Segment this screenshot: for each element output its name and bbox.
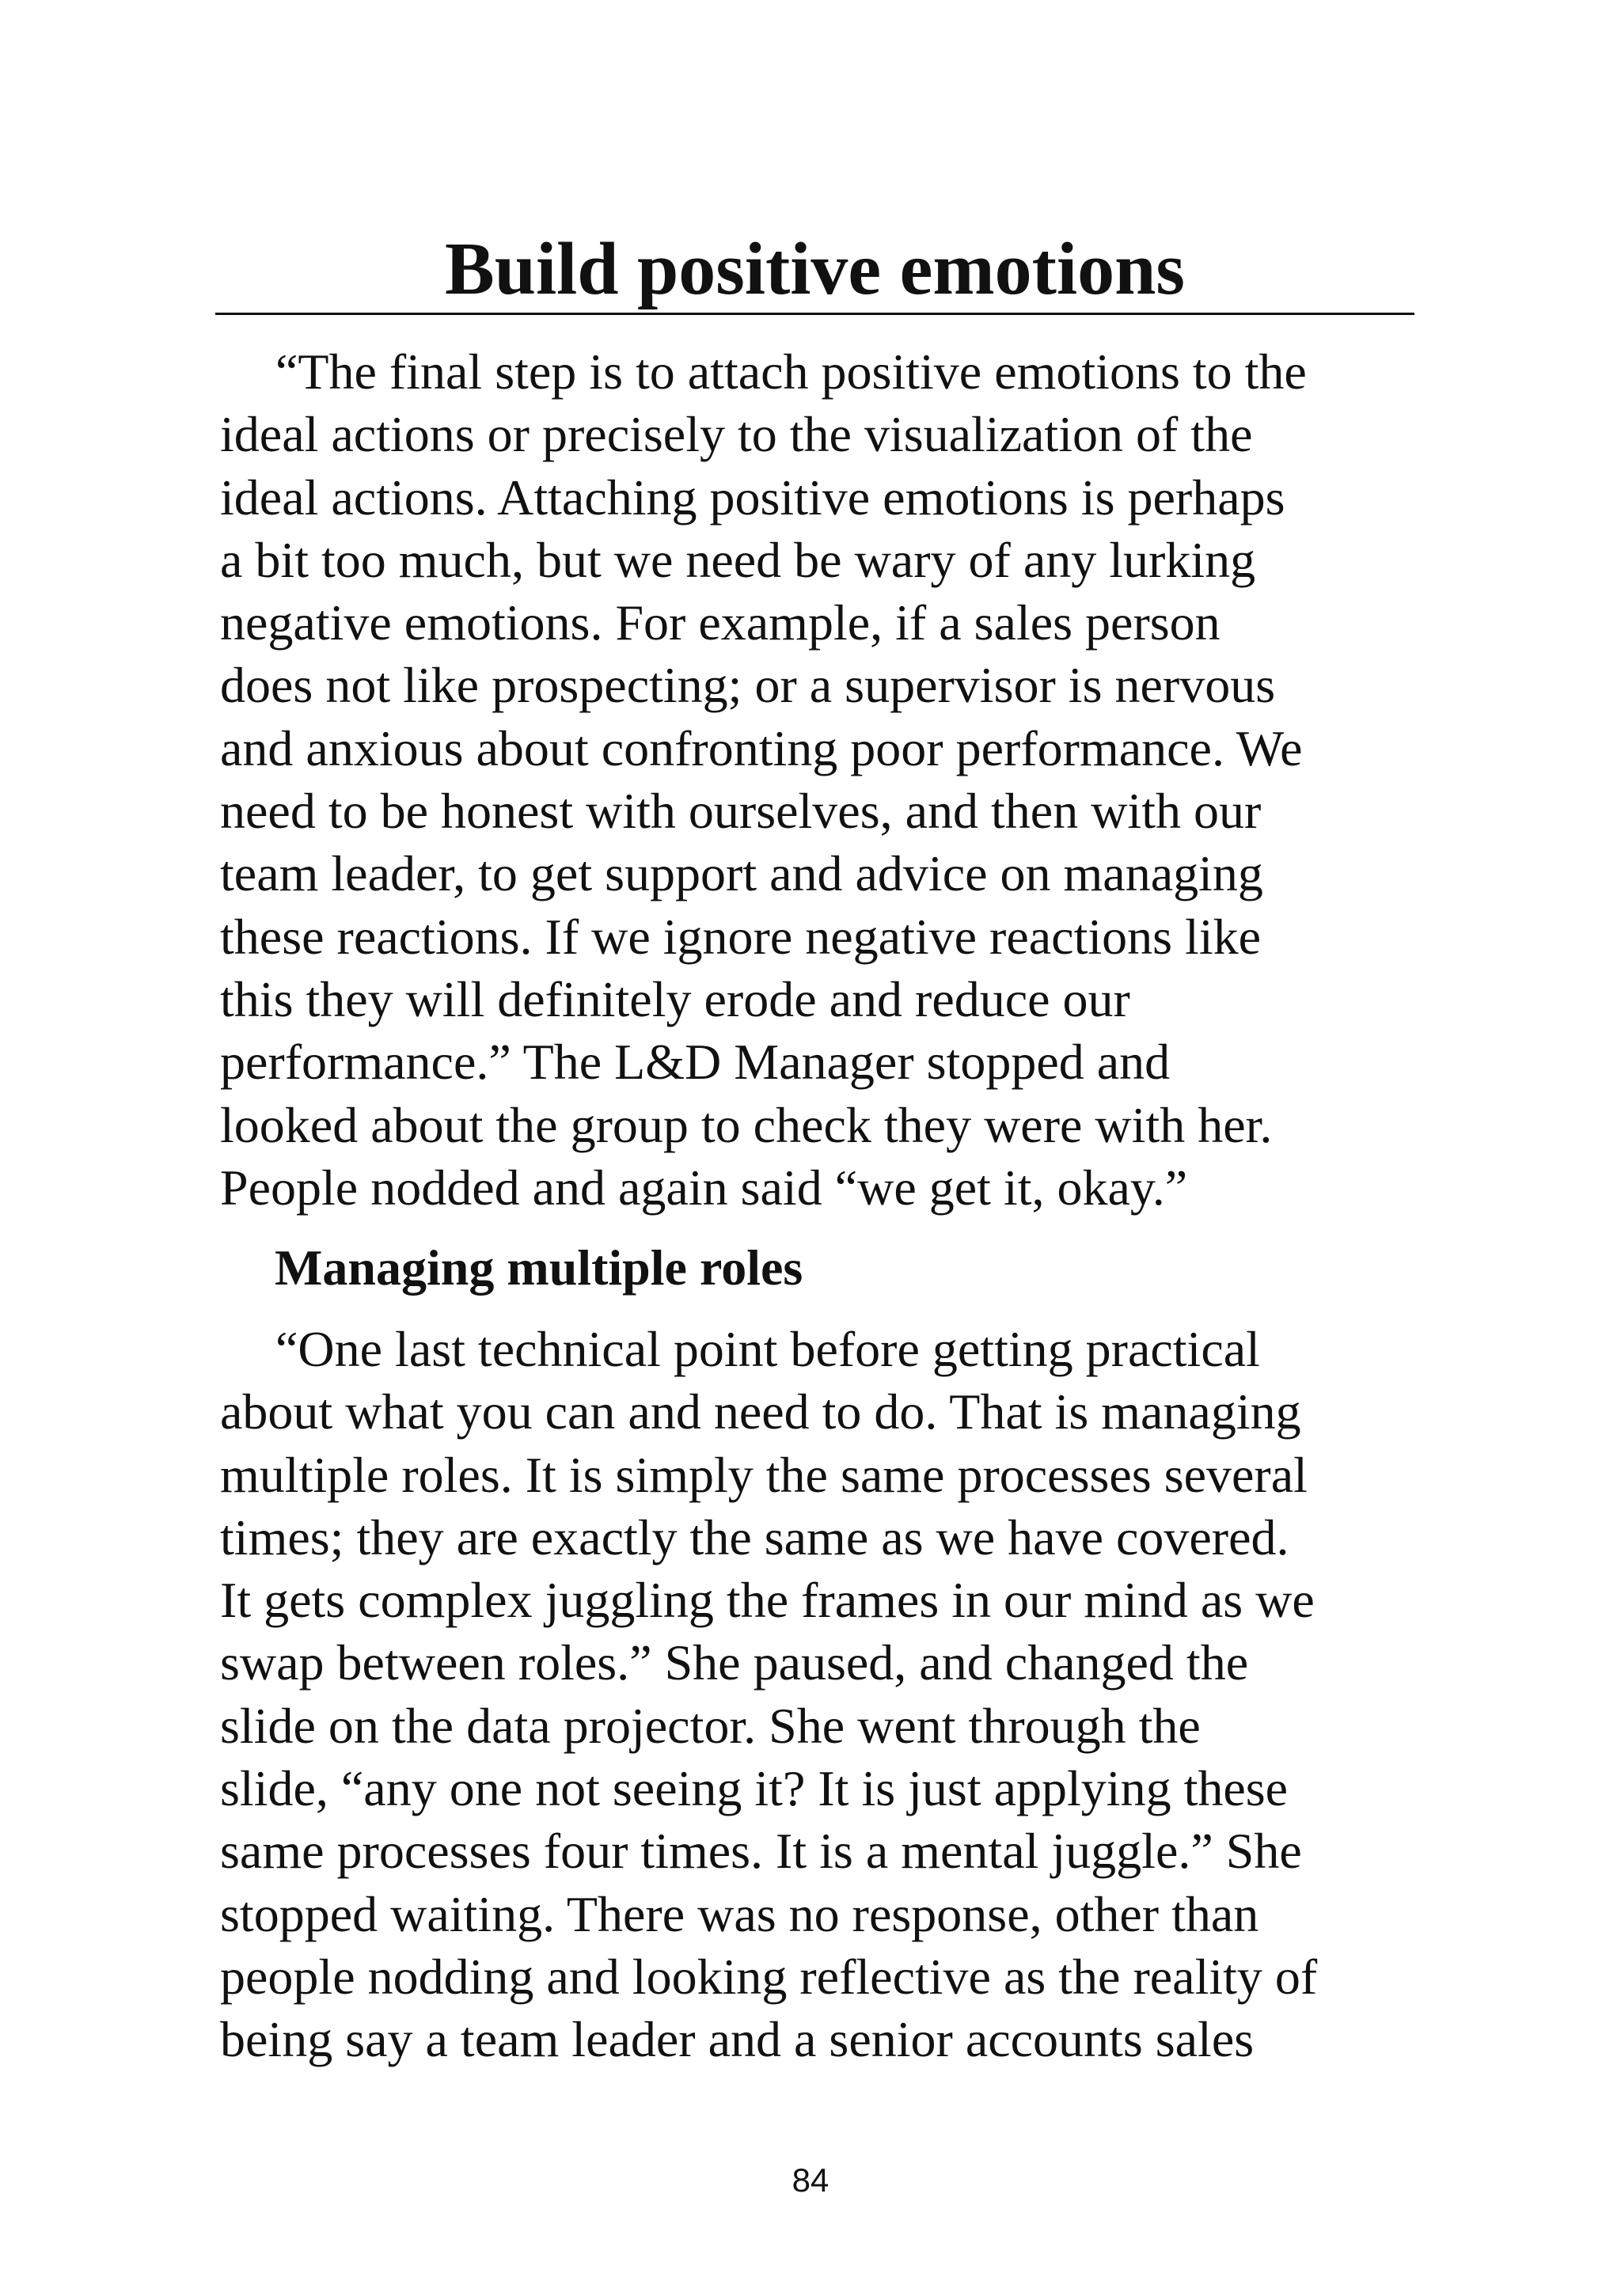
text-line: being say a team leader and a senior accounts sales bbox=[220, 2011, 1255, 2068]
text-line: ideal actions or precisely to the visualization of the bbox=[220, 406, 1253, 463]
section-subheading: Managing multiple roles bbox=[275, 1239, 803, 1296]
text-line: “One last technical point before getting practical bbox=[275, 1321, 1260, 1377]
text-line: these reactions. If we ignore negative reactions like bbox=[220, 908, 1261, 965]
paragraph-final-step bbox=[220, 340, 1423, 1219]
text-line: stopped waiting. There was no response, other than bbox=[220, 1885, 1259, 1942]
text-line: looked about the group to check they were with her. bbox=[220, 1096, 1273, 1153]
paragraph-multiple-roles bbox=[220, 1318, 1423, 2071]
text-line: this they will definitely erode and reduce our bbox=[220, 970, 1130, 1027]
text-line: slide, “any one not seeing it? It is just applying these bbox=[220, 1760, 1289, 1817]
page-number: 84 bbox=[792, 2161, 829, 2199]
page-title: Build positive emotions bbox=[445, 228, 1185, 310]
text-line: same processes four times. It is a mental juggle.” She bbox=[220, 1823, 1302, 1880]
text-line: people nodding and looking reflective as the reality of bbox=[220, 1948, 1318, 2005]
text-line: about what you can and need to do. That is managing bbox=[220, 1383, 1301, 1440]
text-line: a bit too much, but we need be wary of any lurking bbox=[220, 531, 1256, 588]
text-line: multiple roles. It is simply the same processes several bbox=[220, 1446, 1308, 1503]
text-line: “The final step is to attach positive emotions to the bbox=[275, 343, 1307, 400]
text-line: ideal actions. Attaching positive emotions is perhaps bbox=[220, 469, 1285, 526]
text-line: and anxious about confronting poor performance. We bbox=[220, 719, 1303, 776]
title-underline bbox=[215, 313, 1414, 315]
text-line: team leader, to get support and advice on managing bbox=[220, 845, 1263, 902]
text-line: People nodded and again said “we get it, okay.” bbox=[220, 1159, 1188, 1216]
text-line: swap between roles.” She paused, and changed the bbox=[220, 1634, 1249, 1691]
text-line: slide on the data projector. She went through the bbox=[220, 1697, 1201, 1754]
text-line: It gets complex juggling the frames in our mind as we bbox=[220, 1572, 1315, 1629]
text-line: does not like prospecting; or a supervisor is nervous bbox=[220, 657, 1276, 714]
text-line: need to be honest with ourselves, and then with our bbox=[220, 783, 1262, 840]
text-line: performance.” The L&D Manager stopped and bbox=[220, 1034, 1171, 1091]
text-line: negative emotions. For example, if a sales person bbox=[220, 594, 1220, 651]
text-line: times; they are exactly the same as we have covered. bbox=[220, 1509, 1289, 1565]
